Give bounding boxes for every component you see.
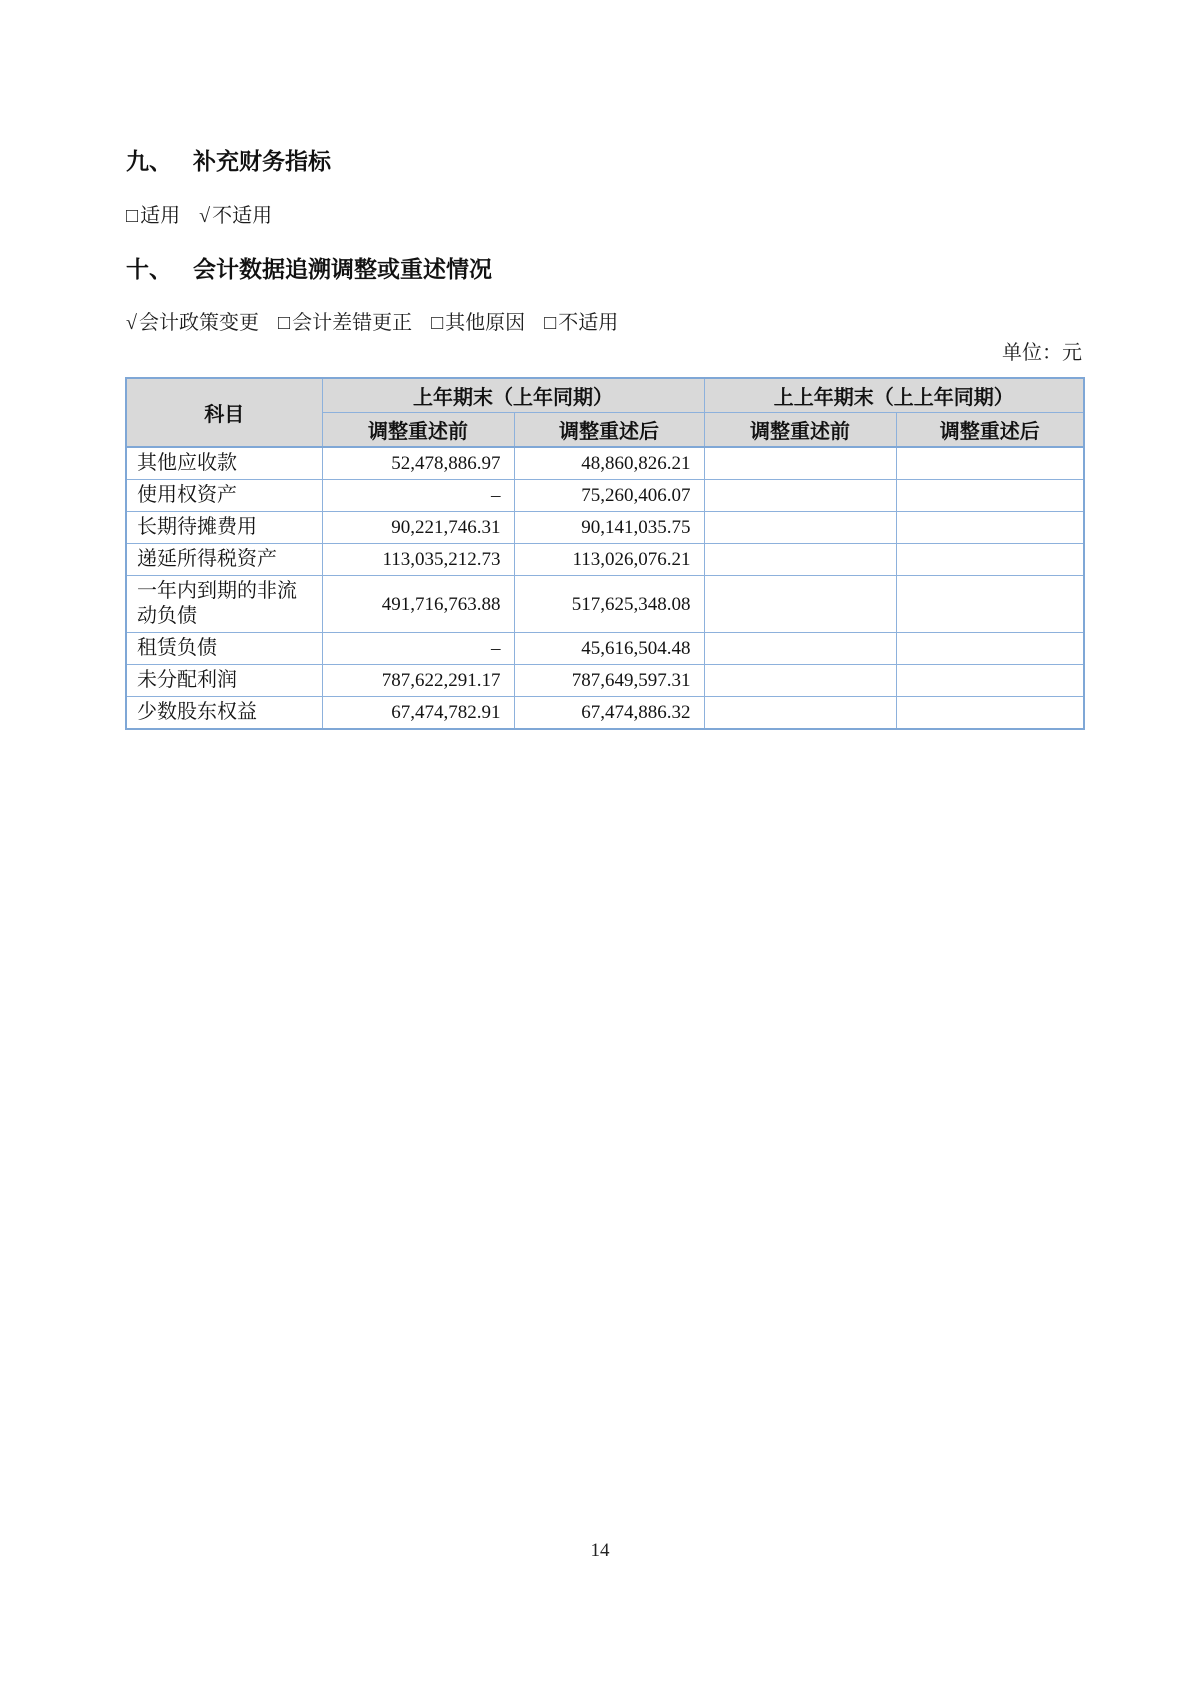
not-applicable-label: 不适用 <box>558 312 619 334</box>
checkmark-icon: √ <box>126 312 137 334</box>
unit-label: 单位：元 <box>1002 342 1082 364</box>
applicable-option <box>126 205 180 227</box>
policy-change-label: 会计政策变更 <box>138 312 259 334</box>
section-nine-title: 补充财务指标 <box>193 148 331 174</box>
prev-after-cell: 67,474,886.32 <box>514 697 704 730</box>
prior-before-cell <box>704 633 896 665</box>
prev-before-cell: 90,221,746.31 <box>322 512 514 544</box>
subject-cell: 未分配利润 <box>126 665 322 697</box>
column-header-prev-before-restatement: 调整重述前 <box>322 413 514 448</box>
prior-before-cell <box>704 697 896 730</box>
table-row <box>126 480 1084 512</box>
subject-cell: 递延所得税资产 <box>126 544 322 576</box>
prev-after-cell: 517,625,348.08 <box>514 576 704 633</box>
subject-cell: 租赁负债 <box>126 633 322 665</box>
column-header-prev-after-restatement: 调整重述后 <box>514 413 704 448</box>
subject-cell: 少数股东权益 <box>126 697 322 730</box>
restatement-table-container <box>125 377 1083 730</box>
prior-before-cell <box>704 512 896 544</box>
prior-after-cell <box>896 576 1084 633</box>
checkbox-unchecked-icon: □ <box>126 205 139 227</box>
prior-after-cell <box>896 447 1084 480</box>
prior-before-cell <box>704 576 896 633</box>
prior-before-cell <box>704 544 896 576</box>
checkbox-unchecked-icon: □ <box>431 312 444 334</box>
checkmark-icon: √ <box>199 205 211 227</box>
column-header-prior-before-restatement: 调整重述前 <box>704 413 896 448</box>
other-reason-option <box>431 312 525 334</box>
prior-after-cell <box>896 697 1084 730</box>
column-header-prior-after-restatement: 调整重述后 <box>896 413 1084 448</box>
prev-after-cell: 75,260,406.07 <box>514 480 704 512</box>
section-nine-number: 九、 <box>126 148 172 174</box>
error-correction-option <box>278 312 412 334</box>
column-group-previous-year: 上年期末（上年同期） <box>322 378 704 413</box>
subject-cell: 其他应收款 <box>126 447 322 480</box>
table-row <box>126 665 1084 697</box>
section-nine-applicability <box>126 203 1082 229</box>
table-row <box>126 576 1084 633</box>
applicable-label: 适用 <box>140 205 181 227</box>
prior-after-cell <box>896 512 1084 544</box>
header-row-groups <box>126 378 1084 413</box>
table-row <box>126 633 1084 665</box>
prev-after-cell: 48,860,826.21 <box>514 447 704 480</box>
prior-after-cell <box>896 665 1084 697</box>
prev-before-cell: 52,478,886.97 <box>322 447 514 480</box>
prior-after-cell <box>896 633 1084 665</box>
not-applicable-label: 不适用 <box>212 205 273 227</box>
prev-after-cell: 113,026,076.21 <box>514 544 704 576</box>
prev-before-cell: – <box>322 480 514 512</box>
other-reason-label: 其他原因 <box>445 312 526 334</box>
not-applicable-option <box>199 205 272 227</box>
prev-before-cell: 787,622,291.17 <box>322 665 514 697</box>
section-ten-heading <box>126 254 1082 284</box>
table-row <box>126 512 1084 544</box>
subject-cell: 使用权资产 <box>126 480 322 512</box>
not-applicable-option <box>544 312 618 334</box>
prev-before-cell: 67,474,782.91 <box>322 697 514 730</box>
policy-change-option <box>126 312 259 334</box>
prior-after-cell <box>896 480 1084 512</box>
prev-before-cell: 113,035,212.73 <box>322 544 514 576</box>
prior-before-cell <box>704 480 896 512</box>
prev-after-cell: 45,616,504.48 <box>514 633 704 665</box>
prev-before-cell: – <box>322 633 514 665</box>
prev-before-cell: 491,716,763.88 <box>322 576 514 633</box>
subject-cell: 一年内到期的非流动负债 <box>126 576 322 633</box>
column-header-subject: 科目 <box>126 378 322 447</box>
table-row <box>126 544 1084 576</box>
restatement-table <box>125 377 1085 730</box>
subject-cell: 长期待摊费用 <box>126 512 322 544</box>
prior-after-cell <box>896 544 1084 576</box>
prev-after-cell: 90,141,035.75 <box>514 512 704 544</box>
checkbox-unchecked-icon: □ <box>544 312 557 334</box>
error-correction-label: 会计差错更正 <box>292 312 413 334</box>
table-row <box>126 697 1084 730</box>
table-row <box>126 447 1084 480</box>
section-nine-heading <box>126 146 1082 176</box>
prev-after-cell: 787,649,597.31 <box>514 665 704 697</box>
column-group-prior-year: 上上年期末（上上年同期） <box>704 378 1084 413</box>
checkbox-unchecked-icon: □ <box>277 312 291 334</box>
page-number: 14 <box>590 1540 610 1561</box>
section-ten-options <box>126 310 1082 336</box>
section-ten-number: 十、 <box>126 256 172 282</box>
prior-before-cell <box>704 447 896 480</box>
section-ten-title: 会计数据追溯调整或重述情况 <box>193 256 492 282</box>
prior-before-cell <box>704 665 896 697</box>
